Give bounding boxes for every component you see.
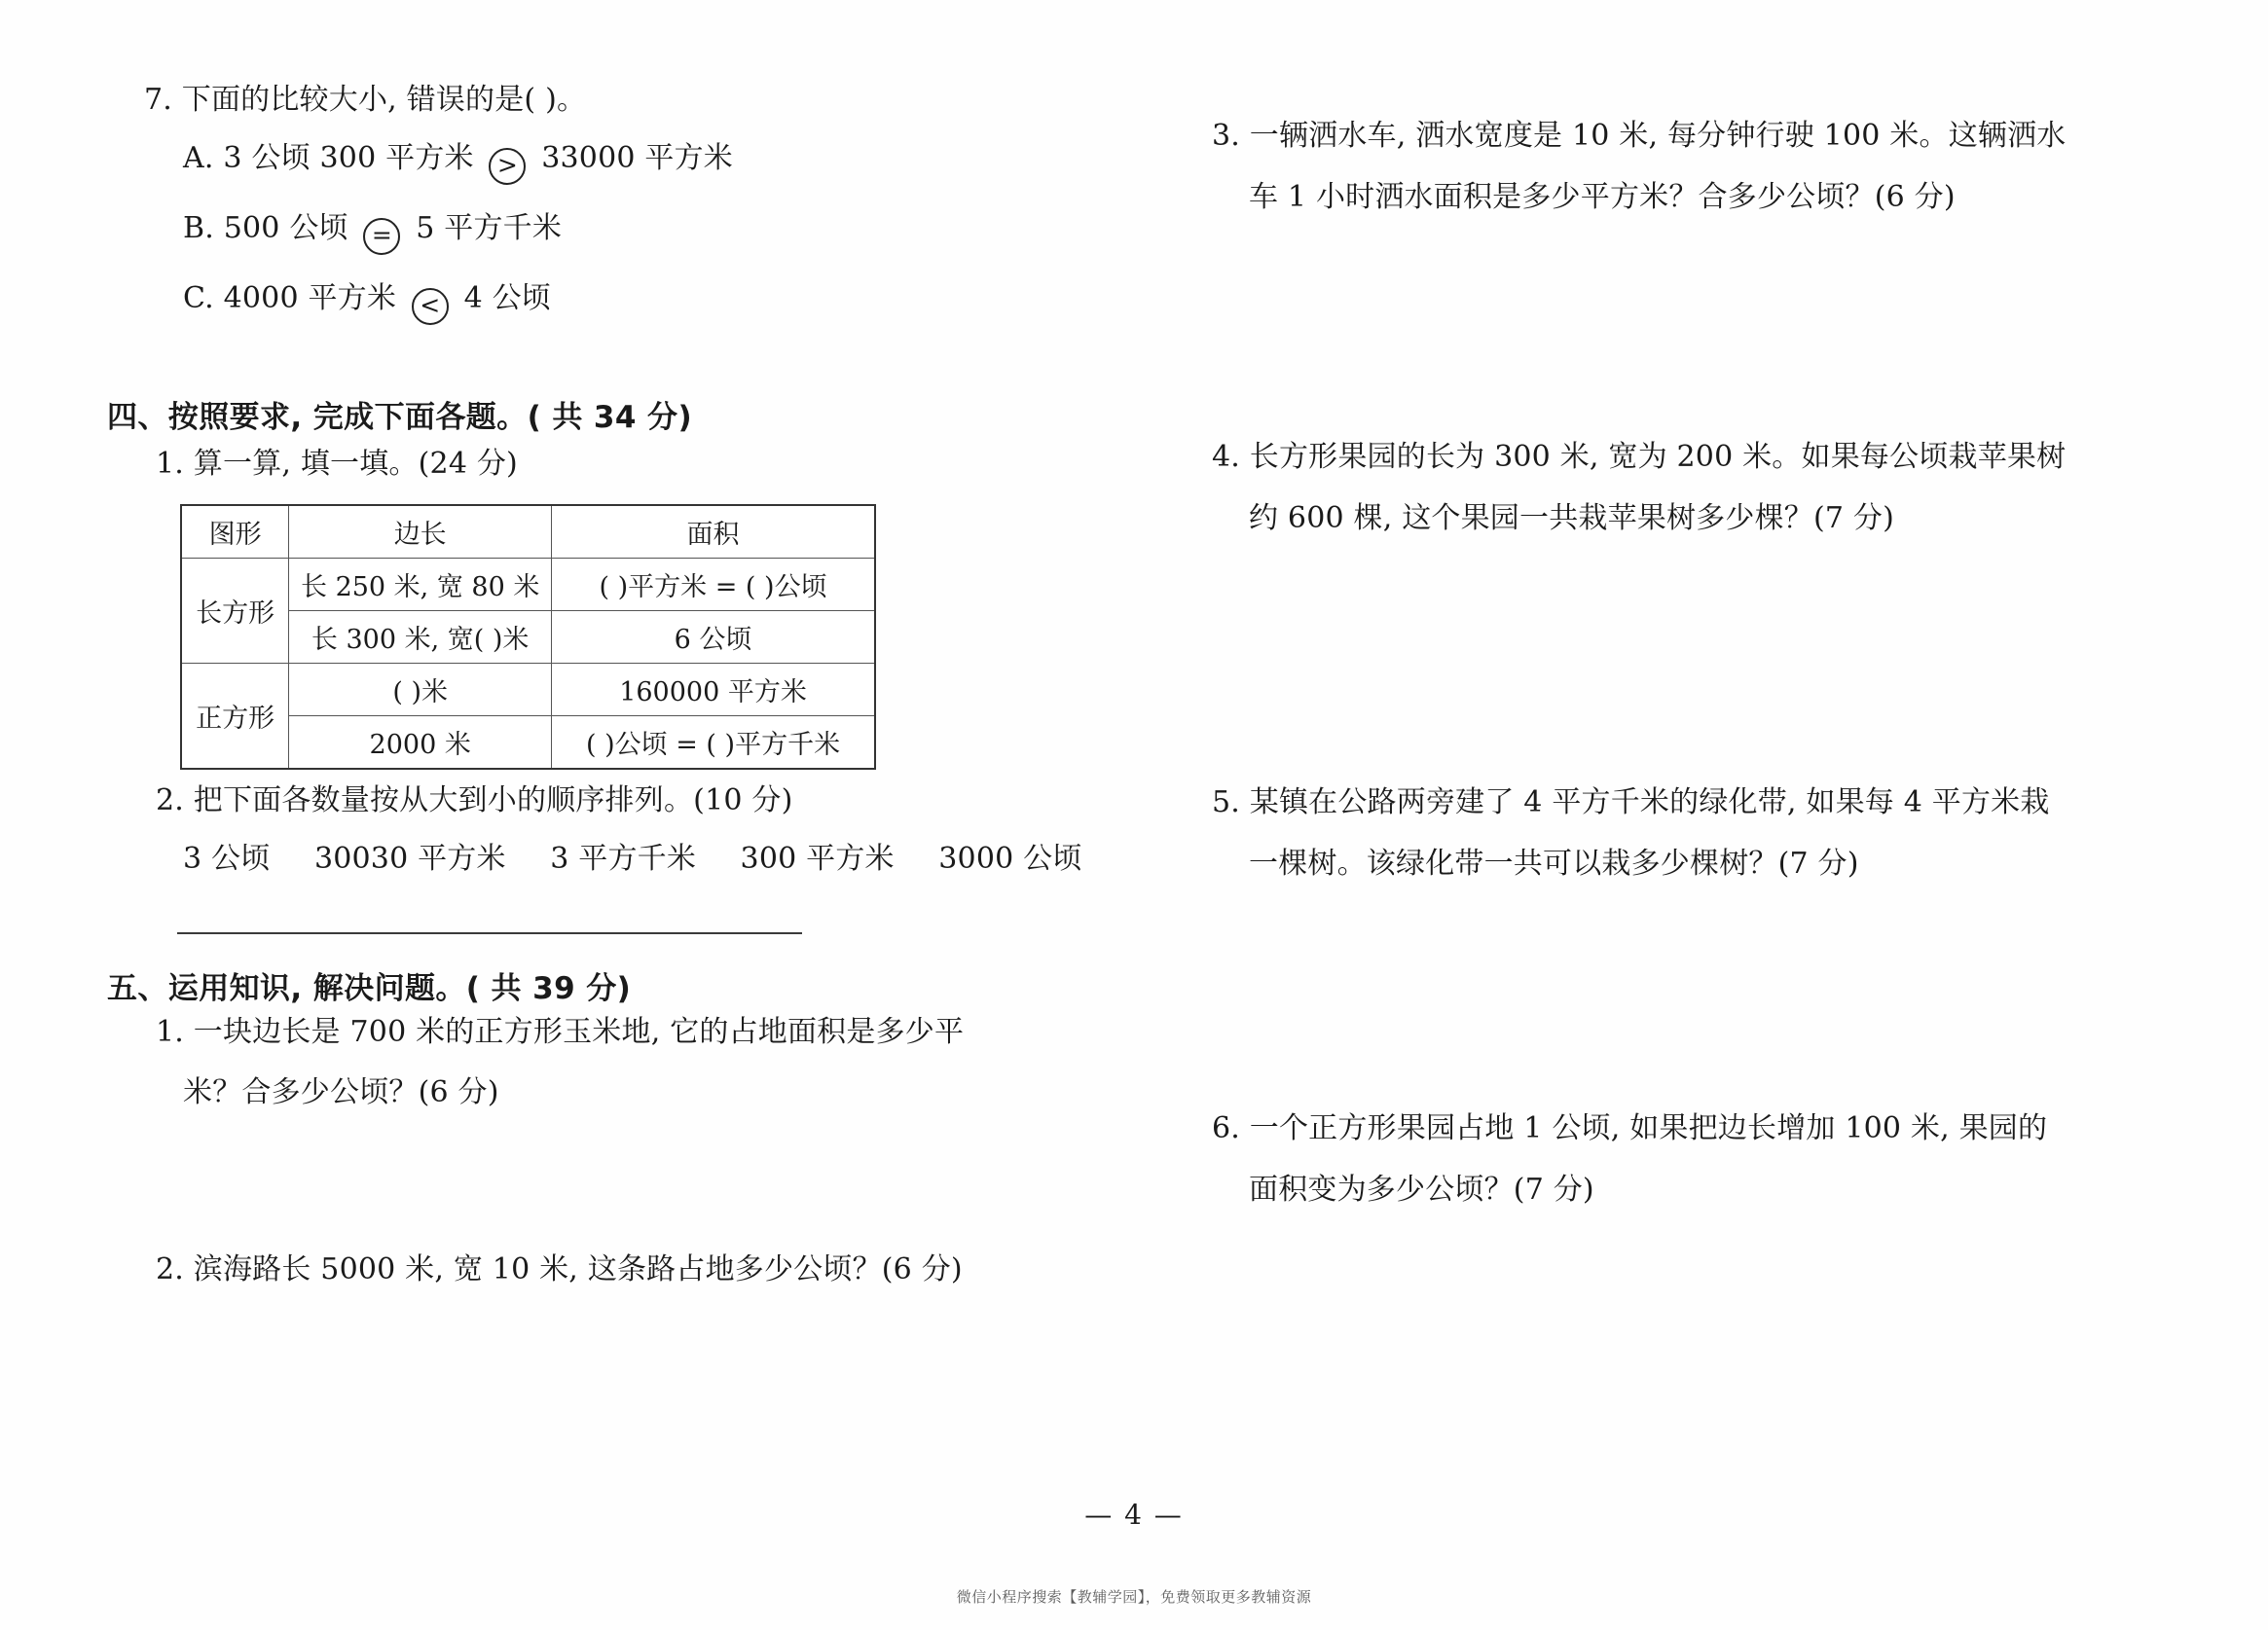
equals-circle-icon: = <box>363 218 400 255</box>
page-number: — 4 — <box>1084 1499 1184 1531</box>
question-7-stem: 7. 下面的比较大小, 错误的是( )。 <box>144 83 587 117</box>
section-4-item-1-prompt: 1. 算一算, 填一填。(24 分) <box>156 447 518 481</box>
table-cell-area: 6 公顷 <box>552 611 875 664</box>
option-b-label: B. <box>183 211 214 245</box>
question-7-option-a <box>107 141 733 185</box>
table-cell-side: 2000 米 <box>289 716 552 770</box>
table-cell-shape-square: 正方形 <box>181 664 289 770</box>
fill-in-table <box>180 504 876 770</box>
question-line: 一棵树。该绿化带一共可以栽多少棵树？(7 分) <box>1249 847 1859 881</box>
question-line: 1. 一块边长是 700 米的正方形玉米地, 它的占地面积是多少平 <box>156 1015 965 1049</box>
question-line: 5. 某镇在公路两旁建了 4 平方千米的绿化带, 如果每 4 平方米栽 <box>1212 785 2050 819</box>
table-cell-shape-rectangle: 长方形 <box>181 559 289 664</box>
section-4-heading: 四、按照要求, 完成下面各题。( 共 34 分) <box>107 400 693 435</box>
option-a-label: A. <box>183 141 214 175</box>
question-7 <box>107 83 733 325</box>
option-b-right: 5 平方千米 <box>416 211 563 245</box>
quantity-item: 3 平方千米 <box>550 842 697 876</box>
table-header-area: 面积 <box>552 505 875 559</box>
section-4-item-2-prompt: 2. 把下面各数量按从大到小的顺序排列。(10 分) <box>156 783 793 817</box>
question-line: 米？合多少公顷？(6 分) <box>183 1075 499 1109</box>
option-a-left: 3 公顷 300 平方米 <box>223 141 474 175</box>
question-7-option-c <box>107 281 733 325</box>
footer-note: 微信小程序搜索【教辅学园】，免费领取更多教辅资源 <box>956 1588 1312 1606</box>
table-header-shape: 图形 <box>181 505 289 559</box>
section-5-question-1 <box>107 1015 965 1109</box>
table-cell-side: 长 300 米, 宽( )米 <box>289 611 552 664</box>
section-4-item-1 <box>107 447 518 481</box>
quantity-item: 300 平方米 <box>740 842 895 876</box>
question-6 <box>1212 1111 2048 1207</box>
table-cell-area: ( )公顷 = ( )平方千米 <box>552 716 875 770</box>
question-line: 约 600 棵, 这个果园一共栽苹果树多少棵？(7 分) <box>1249 501 1895 535</box>
question-4 <box>1212 440 2067 535</box>
quantity-item: 30030 平方米 <box>313 842 506 876</box>
table-row <box>181 559 875 611</box>
table-row <box>181 664 875 716</box>
question-5 <box>1212 785 2050 881</box>
question-line: 面积变为多少公顷？(7 分) <box>1249 1173 1594 1207</box>
right-column <box>1212 0 2127 1630</box>
section-4-item-2-quantities <box>107 842 1082 876</box>
question-line: 6. 一个正方形果园占地 1 公顷, 如果把边长增加 100 米, 果园的 <box>1212 1111 2048 1145</box>
less-than-circle-icon: < <box>412 288 449 325</box>
option-b-left: 500 公顷 <box>223 211 348 245</box>
question-3 <box>1212 119 2067 214</box>
question-line: 3. 一辆洒水车, 洒水宽度是 10 米, 每分钟行驶 100 米。这辆洒水 <box>1212 119 2067 153</box>
table-cell-side: ( )米 <box>289 664 552 716</box>
section-divider <box>177 932 802 934</box>
left-column <box>107 0 1082 1630</box>
table-header-row <box>181 505 875 559</box>
table-cell-area: ( )平方米 = ( )公顷 <box>552 559 875 611</box>
table-cell-side: 长 250 米, 宽 80 米 <box>289 559 552 611</box>
question-line: 车 1 小时洒水面积是多少平方米？合多少公顷？(6 分) <box>1249 180 1956 214</box>
section-4-item-2 <box>107 783 1082 876</box>
section-4-heading-block <box>107 392 692 436</box>
option-c-right: 4 公顷 <box>463 281 551 315</box>
option-a-right: 33000 平方米 <box>541 141 733 175</box>
option-c-left: 4000 平方米 <box>223 281 397 315</box>
section-5-heading: 五、运用知识, 解决问题。( 共 39 分) <box>107 971 632 1006</box>
table-cell-area: 160000 平方米 <box>552 664 875 716</box>
question-7-option-b <box>107 211 733 255</box>
question-line: 4. 长方形果园的长为 300 米, 宽为 200 米。如果每公顷栽苹果树 <box>1212 440 2067 474</box>
section-5-heading-block <box>107 963 631 1007</box>
quantity-item: 3000 公顷 <box>938 842 1082 876</box>
greater-than-circle-icon: > <box>489 148 526 185</box>
table-header-side: 边长 <box>289 505 552 559</box>
option-c-label: C. <box>183 281 214 315</box>
quantity-item: 3 公顷 <box>183 842 271 876</box>
section-5-question-2 <box>107 1252 963 1286</box>
question-line: 2. 滨海路长 5000 米, 宽 10 米, 这条路占地多少公顷？(6 分) <box>156 1252 963 1286</box>
